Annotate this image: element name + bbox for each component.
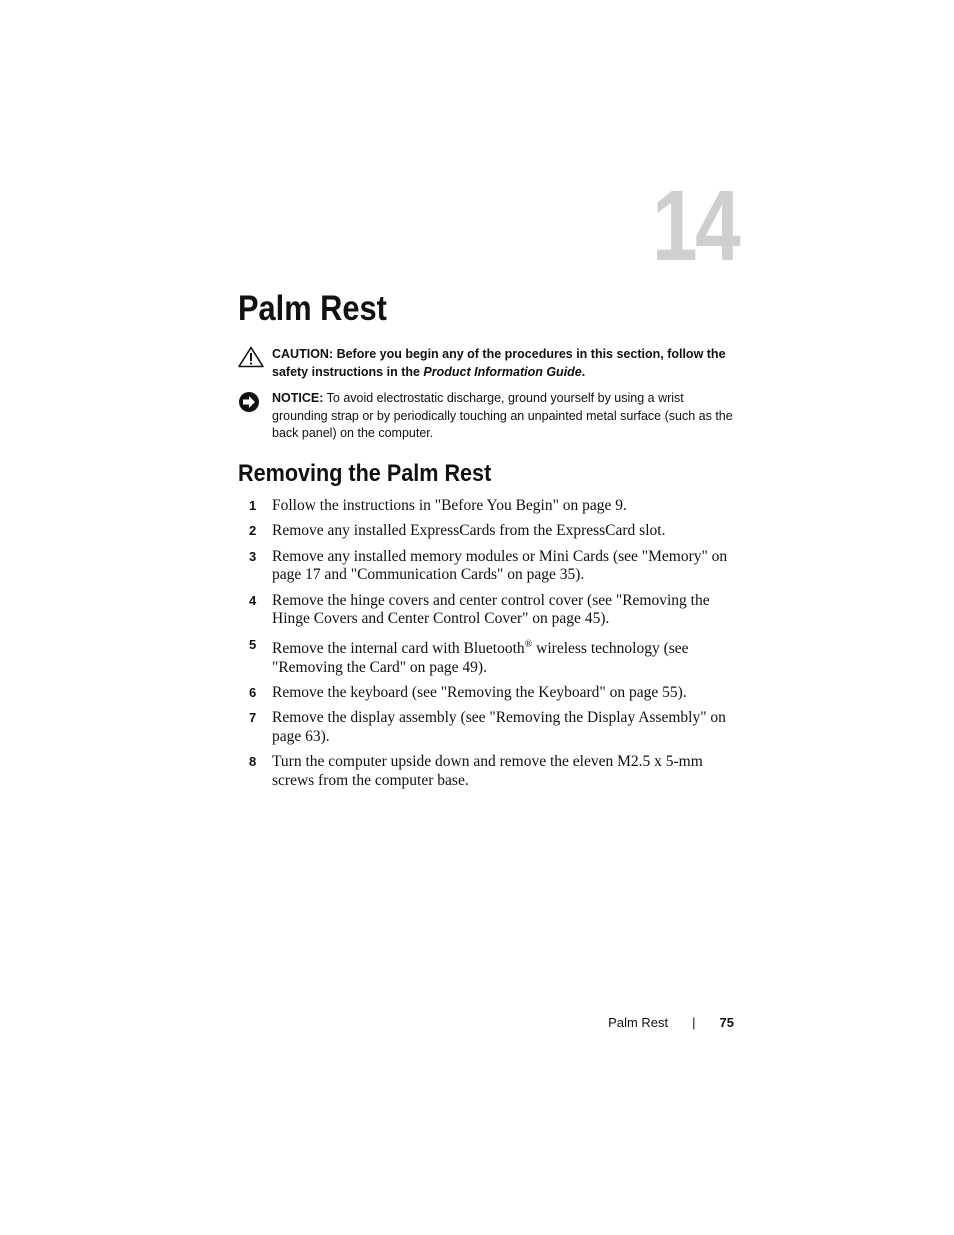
step-number: 1 bbox=[249, 498, 257, 513]
step-item bbox=[238, 497, 738, 516]
step-text: Remove any installed ExpressCards from the ExpressCard slot. bbox=[272, 522, 666, 540]
caution-end: . bbox=[581, 364, 586, 379]
footer-separator: | bbox=[692, 1015, 696, 1030]
step-text: Remove the hinge covers and center control cover (see "Removing the Hinge Covers and Center Control Cover" on page 45). bbox=[272, 591, 710, 628]
caution-body: Before you begin any of the procedures in this section, follow the safety instructions in the bbox=[272, 347, 726, 379]
step-number: 2 bbox=[249, 523, 257, 539]
step-text: Follow the instructions in "Before You Begin" on page 9. bbox=[272, 497, 627, 514]
step-number: 5 bbox=[249, 636, 257, 652]
step-item bbox=[238, 709, 738, 747]
caution-guide-title: Product Information Guide bbox=[423, 364, 582, 379]
notice-arrow-icon bbox=[238, 391, 262, 415]
notice-label: NOTICE: bbox=[272, 391, 324, 405]
footer-chapter-title: Palm Rest bbox=[608, 1015, 669, 1030]
chapter-number: 14 bbox=[651, 170, 738, 282]
step-text-part: wireless technology (see "Removing the Card" on page 49). bbox=[272, 639, 689, 676]
step-text-part: Remove the internal card with Bluetooth bbox=[272, 639, 525, 657]
notice-body: To avoid electrostatic discharge, ground yourself by using a wrist grounding strap or by periodically touching an unpainted metal surface (such as the back panel) on the computer. bbox=[272, 391, 733, 440]
step-text: Turn the computer upside down and remove the eleven M2.5 x 5-mm screws from the computer base. bbox=[272, 753, 703, 790]
chapter-title: Palm Rest bbox=[238, 289, 387, 328]
step-item bbox=[238, 522, 738, 541]
caution-label: CAUTION: bbox=[272, 347, 334, 361]
step-item bbox=[238, 684, 738, 703]
step-number: 7 bbox=[249, 710, 257, 726]
page-number: 75 bbox=[719, 1015, 734, 1030]
step-text: Remove the keyboard (see "Removing the Keyboard" on page 55). bbox=[272, 684, 687, 702]
step-number: 3 bbox=[249, 548, 257, 564]
caution-text bbox=[272, 346, 740, 381]
step-item bbox=[238, 592, 738, 630]
steps-list bbox=[238, 497, 738, 798]
step-number: 6 bbox=[249, 685, 257, 701]
caution-triangle-icon bbox=[238, 346, 264, 368]
step-item bbox=[238, 636, 738, 678]
step-text: Remove any installed memory modules or Mini Cards (see "Memory" on page 17 and "Communication Cards" on page 35). bbox=[272, 547, 728, 584]
step-number: 4 bbox=[249, 592, 257, 608]
notice-text bbox=[272, 390, 740, 443]
section-title: Removing the Palm Rest bbox=[238, 460, 492, 487]
registered-mark: ® bbox=[524, 638, 533, 650]
step-text bbox=[272, 636, 738, 678]
step-item bbox=[238, 548, 738, 586]
page-footer bbox=[608, 1015, 734, 1030]
step-text: Remove the display assembly (see "Removing the Display Assembly" on page 63). bbox=[272, 709, 726, 746]
step-number: 8 bbox=[249, 754, 257, 770]
step-item bbox=[238, 753, 738, 791]
